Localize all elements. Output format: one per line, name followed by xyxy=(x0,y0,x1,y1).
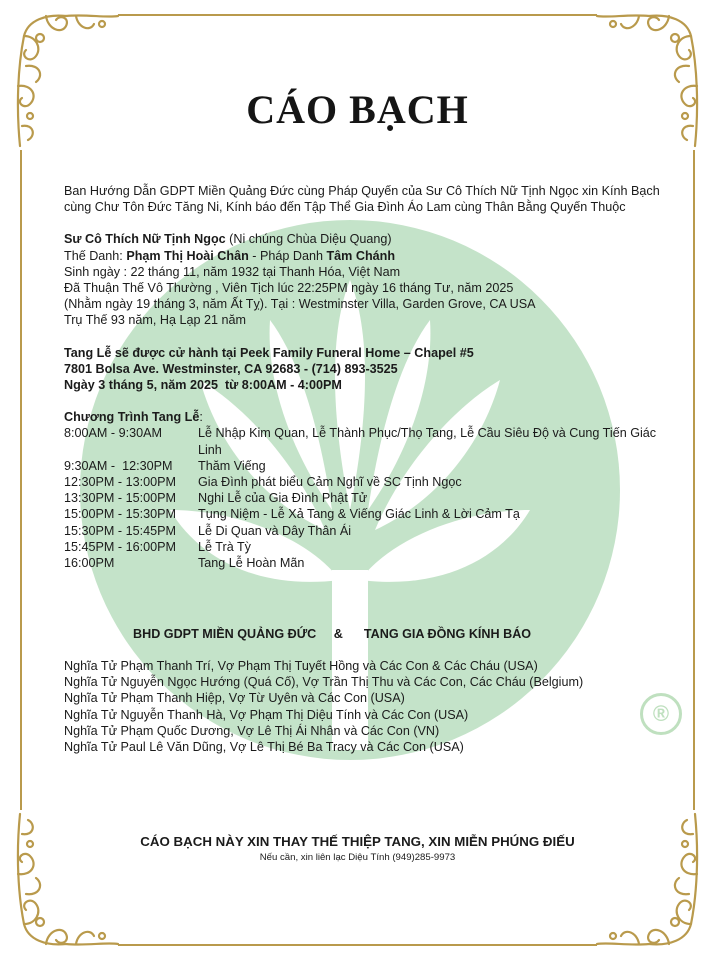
schedule-event: Gia Đình phát biểu Cảm Nghĩ về SC Tịnh Ngọc xyxy=(198,475,462,490)
announcement-body xyxy=(64,183,664,571)
program-heading-line xyxy=(64,409,664,425)
funeral-date: Ngày 3 tháng 5, năm 2025 từ 8:00AM - 4:00PM xyxy=(64,378,342,393)
schedule-event: Nghi Lễ của Gia Đình Phật Tử xyxy=(198,491,368,506)
family-member: Nghĩa Tử Nguyễn Ngọc Hướng (Quá Cố), Vợ Trần Thị Thu và Các Con, Các Cháu (Belgium) xyxy=(64,675,584,690)
registered-mark: ® xyxy=(640,693,682,735)
family-list xyxy=(64,658,664,755)
family-member: Nghĩa Tử Phạm Thanh Hiệp, Vợ Từ Uyên và Các Con (USA) xyxy=(64,691,405,706)
schedule-row xyxy=(64,539,664,555)
birth-name-line xyxy=(64,248,664,264)
announcer-right: TANG GIA ĐỒNG KÍNH BÁO xyxy=(363,627,532,641)
funeral-date-line xyxy=(64,377,664,393)
schedule-time: 12:30PM - 13:00PM xyxy=(64,475,177,490)
birth-line: Sinh ngày : 22 tháng 11, năm 1932 tại Thanh Hóa, Việt Nam xyxy=(64,264,401,279)
schedule-time: 16:00PM xyxy=(64,556,115,571)
schedule-row xyxy=(64,474,664,490)
family-member: Nghĩa Tử Phạm Thanh Trí, Vợ Phạm Thị Tuyết Hồng và Các Con & Các Cháu (USA) xyxy=(64,659,538,673)
funeral-address-line xyxy=(64,361,664,377)
schedule-time: 15:45PM - 16:00PM xyxy=(64,539,177,554)
announcer-amp: & xyxy=(333,627,343,641)
schedule-event: Thăm Viếng xyxy=(198,458,266,473)
schedule-row xyxy=(64,506,664,522)
announcers-line xyxy=(133,627,531,641)
intro-paragraph: Ban Hướng Dẫn GDPT Miền Quảng Đức cùng Pháp Quyến của Sư Cô Thích Nữ Tịnh Ngọc xin Kính Bạch cùng Chư Tôn Đức Tăng Ni, Kính báo đến Tập Thể Gia Đình Áo Lam cùng Thân Bằng Quyến Thuộc xyxy=(64,184,660,215)
footer-notice: CÁO BẠCH NÀY XIN THAY THẾ THIỆP TANG, XIN MIỄN PHÚNG ĐIẾU xyxy=(140,834,575,849)
ornament-corner-top-right-icon xyxy=(589,6,709,156)
schedule-event: Lễ Di Quan và Dây Thân Ái xyxy=(198,523,352,538)
schedule-event: Lễ Trà Tỳ xyxy=(198,539,251,554)
program-schedule xyxy=(64,425,664,571)
frame-right-line xyxy=(693,150,695,810)
schedule-row xyxy=(64,490,664,506)
page-title: CÁO BẠCH xyxy=(246,87,469,132)
funeral-location-line xyxy=(64,345,664,361)
schedule-time: 15:00PM - 15:30PM xyxy=(64,507,177,522)
funeral-address: 7801 Bolsa Ave. Westminster, CA 92683 - (714) 893-3525 xyxy=(64,361,398,376)
death-line-1: Đã Thuận Thế Vô Thường , Viên Tịch lúc 22:25PM ngày 16 tháng Tư, năm 2025 xyxy=(64,281,514,296)
program-heading: Chương Trình Tang Lễ xyxy=(64,410,200,425)
family-member: Nghĩa Tử Paul Lê Văn Dũng, Vợ Lê Thị Bé Ba Tracy và Các Con (USA) xyxy=(64,740,464,755)
ornament-corner-top-left-icon xyxy=(6,6,126,156)
deceased-note: (Ni chúng Chùa Diệu Quang) xyxy=(225,232,392,247)
schedule-time: 15:30PM - 15:45PM xyxy=(64,523,177,538)
schedule-event: Tang Lễ Hoàn Mãn xyxy=(198,556,305,571)
ornament-corner-bottom-right-icon xyxy=(589,804,709,954)
deceased-name-line xyxy=(64,231,664,247)
schedule-row xyxy=(64,425,664,457)
program-heading-colon: : xyxy=(199,410,203,425)
announcer-left: BHD GDPT MIỀN QUẢNG ĐỨC xyxy=(133,627,317,641)
deceased-name: Sư Cô Thích Nữ Tịnh Ngọc xyxy=(64,232,226,247)
frame-top-line xyxy=(118,14,597,16)
schedule-event: Lễ Nhập Kim Quan, Lễ Thành Phục/Thọ Tang, Lễ Cầu Siêu Độ và Cung Tiến Giác Linh xyxy=(198,426,657,457)
schedule-time: 13:30PM - 15:00PM xyxy=(64,491,177,506)
family-member: Nghĩa Tử Phạm Quốc Dương, Vợ Lê Thị Ái Nhân và Các Con (VN) xyxy=(64,723,440,738)
age-line: Trụ Thế 93 năm, Hạ Lạp 21 năm xyxy=(64,313,247,328)
phap-danh-label: - Pháp Danh xyxy=(248,248,327,263)
family-member: Nghĩa Tử Nguyễn Thanh Hà, Vợ Phạm Thị Diệu Tính và Các Con (USA) xyxy=(64,707,469,722)
schedule-row xyxy=(64,555,664,571)
schedule-row xyxy=(64,458,664,474)
schedule-row xyxy=(64,523,664,539)
frame-bottom-line xyxy=(118,944,597,946)
the-danh-value: Phạm Thị Hoài Chân xyxy=(126,248,249,263)
phap-danh-value: Tâm Chánh xyxy=(326,248,396,263)
funeral-location: Tang Lễ sẽ được cử hành tại Peek Family Funeral Home – Chapel #5 xyxy=(64,345,474,360)
footer-contact: Nếu cần, xin liên lạc Diệu Tính (949)285-9973 xyxy=(259,852,456,863)
frame-left-line xyxy=(20,150,22,810)
the-danh-label: Thế Danh: xyxy=(64,248,127,263)
death-line-2: (Nhằm ngày 19 tháng 3, năm Ất Tỵ). Tại : Westminster Villa, Garden Grove, CA USA xyxy=(64,297,536,312)
schedule-event: Tụng Niệm - Lễ Xả Tang & Viếng Giác Linh & Lời Cảm Tạ xyxy=(198,507,520,522)
schedule-time: 9:30AM - 12:30PM xyxy=(64,458,173,473)
schedule-time: 8:00AM - 9:30AM xyxy=(64,426,162,441)
ornament-corner-bottom-left-icon xyxy=(6,804,126,954)
